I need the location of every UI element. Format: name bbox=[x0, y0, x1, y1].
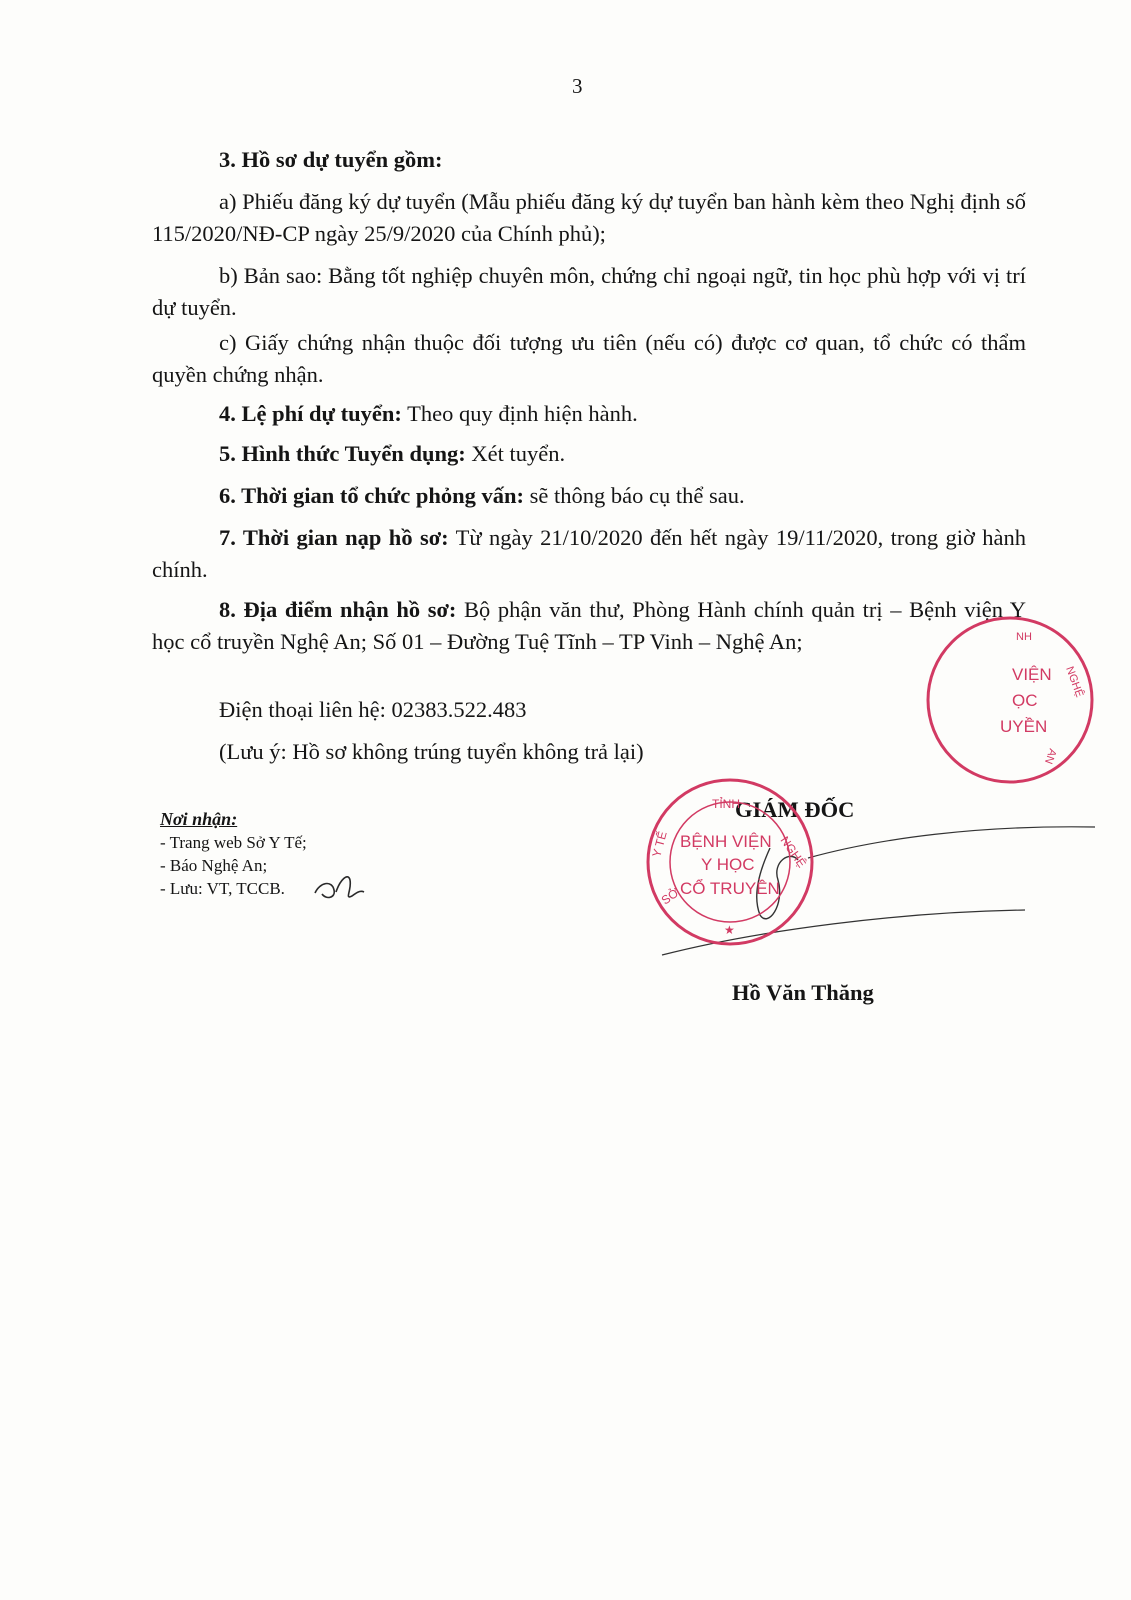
partial-stamp-line-1: VIỆN bbox=[1012, 665, 1052, 684]
stamp-line-2: Y HỌC bbox=[701, 855, 755, 874]
partial-stamp-line-3: UYỀN bbox=[1000, 717, 1048, 736]
stamp-top-arc: TỈNH bbox=[712, 797, 740, 811]
stamp-line-1: BỆNH VIỆN bbox=[680, 832, 772, 851]
stamp-right-arc: NGHỆ bbox=[777, 833, 809, 871]
note-text: (Lưu ý: Hồ sơ không trúng tuyển không trả lại) bbox=[219, 739, 644, 764]
recipients-title: Nơi nhận: bbox=[160, 809, 238, 829]
stamp-line-3: CỔ TRUYỀN bbox=[680, 879, 780, 898]
recipient-item: - Trang web Sở Y Tế; bbox=[160, 833, 307, 852]
partial-stamp bbox=[928, 618, 1092, 782]
section-8-text: Bộ phận văn thư, Phòng Hành chính quản trị – Bệnh viện Y học cổ truyền Nghệ An; Số 01 – Đường Tuệ Tĩnh – TP Vinh – Nghệ An; bbox=[152, 597, 1026, 654]
section-3b-text: b) Bản sao: Bằng tốt nghiệp chuyên môn, chứng chỉ ngoại ngữ, tin học phù hợp với vị trí dự tuyển. bbox=[152, 263, 1026, 320]
contact-phone-text: Điện thoại liên hệ: 02383.522.483 bbox=[219, 697, 527, 722]
signature-stroke bbox=[662, 910, 1025, 955]
stamp-left-arc: Y TẾ bbox=[649, 829, 670, 859]
signature-title: GIÁM ĐỐC bbox=[735, 797, 855, 822]
section-8-label: 8. Địa điểm nhận hồ sơ: bbox=[219, 597, 457, 622]
signer-name: Hồ Văn Thăng bbox=[732, 980, 874, 1005]
section-3c-text: c) Giấy chứng nhận thuộc đối tượng ưu tiên (nếu có) được cơ quan, tổ chức có thẩm quyền chứng nhận. bbox=[152, 330, 1026, 387]
partial-stamp-arc-1: NH bbox=[1016, 631, 1032, 643]
section-7-text: Từ ngày 21/10/2020 đến hết ngày 19/11/2020, trong giờ hành chính. bbox=[152, 525, 1026, 582]
partial-stamp-arc-2: NGHỆ bbox=[1063, 664, 1086, 699]
partial-stamp-arc-3: AN bbox=[1041, 746, 1059, 766]
partial-stamp-line-2: ỌC bbox=[1012, 691, 1038, 710]
section-6-text: sẽ thông báo cụ thể sau. bbox=[524, 483, 745, 508]
section-5-text: Xét tuyển. bbox=[465, 441, 566, 466]
section-6-label: 6. Thời gian tổ chức phỏng vấn: bbox=[219, 483, 524, 508]
stamp-star-icon: ★ bbox=[724, 923, 735, 937]
stamp-bottom-arc: SỞ bbox=[658, 885, 682, 908]
official-stamp bbox=[648, 780, 812, 944]
section-5-label: 5. Hình thức Tuyển dụng: bbox=[219, 441, 466, 466]
section-3a-text: a) Phiếu đăng ký dự tuyển (Mẫu phiếu đăng ký dự tuyển ban hành kèm theo Nghị định số 115/2020/NĐ-CP ngày 25/9/2020 của Chính phủ); bbox=[152, 189, 1026, 246]
section-4-text: Theo quy định hiện hành. bbox=[401, 401, 638, 426]
initials-mark bbox=[315, 877, 364, 898]
section-7-label: 7. Thời gian nạp hồ sơ: bbox=[219, 525, 449, 550]
page-number: 3 bbox=[572, 74, 583, 98]
recipient-item: - Lưu: VT, TCCB. bbox=[160, 879, 285, 898]
section-3-heading-text: 3. Hồ sơ dự tuyển gồm: bbox=[219, 147, 443, 172]
section-4-label: 4. Lệ phí dự tuyển: bbox=[219, 401, 402, 426]
recipient-item: - Báo Nghệ An; bbox=[160, 856, 268, 875]
signature-stroke bbox=[808, 827, 1095, 858]
